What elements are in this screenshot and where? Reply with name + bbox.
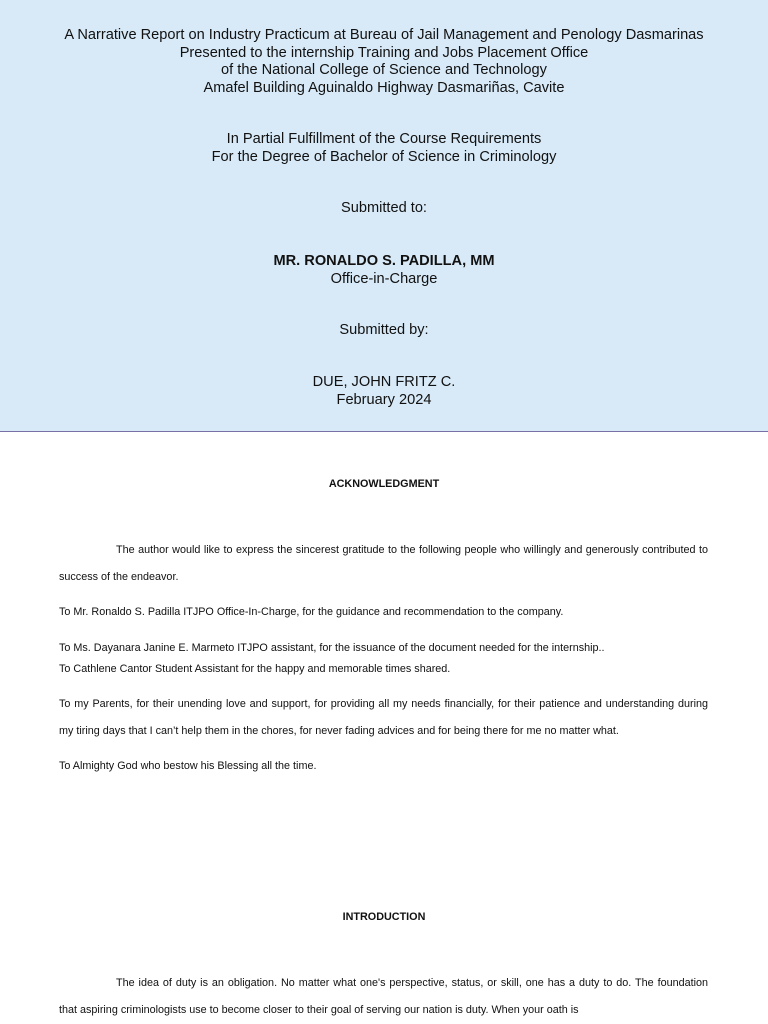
acknowledgment-intro: The author would like to express the sincerest gratitude to the following people who willingly and generously contributed to success of the endeavor.: [59, 544, 708, 583]
submitted-by-label: Submitted by:: [339, 322, 429, 338]
title-line: of the National College of Science and Technology: [221, 62, 547, 78]
fulfillment-line: In Partial Fulfillment of the Course Requirements: [226, 131, 542, 147]
adviser-name: MR. RONALDO S. PADILLA, MM: [273, 253, 495, 269]
fulfillment-line: For the Degree of Bachelor of Science in Criminology: [211, 148, 557, 165]
cover-page: [0, 0, 768, 432]
fulfillment-statement: [0, 131, 768, 166]
acknowledgment-line-parents: To my Parents, for their unending love and support, for providing all my needs financially, for their patience and understanding during my tiring days that I can’t help them in the chores, for never fading advices and for being there for me no matter what.: [59, 698, 708, 737]
acknowledgment-line-god: To Almighty God who bestow his Blessing all the time.: [59, 760, 317, 772]
introduction-paragraph: The idea of duty is an obligation. No matter what one's perspective, status, or skill, one has a duty to do. The foundation that aspiring criminologists use to become closer to their goal of serving our nation is duty. When your oath is: [59, 977, 708, 1016]
title-line: Presented to the internship Training and Jobs Placement Office: [179, 44, 589, 61]
submitted-to-label: Submitted to:: [341, 200, 427, 216]
adviser-title: Office-in-Charge: [330, 270, 438, 287]
adviser-block: [0, 253, 768, 288]
student-block: [0, 374, 768, 409]
acknowledgment-heading: ACKNOWLEDGMENT: [328, 478, 440, 490]
title-line: A Narrative Report on Industry Practicum at Bureau of Jail Management and Penology Dasmarinas: [64, 27, 704, 43]
student-name: DUE, JOHN FRITZ C.: [312, 374, 456, 390]
introduction-heading: INTRODUCTION: [342, 911, 426, 923]
submission-date: February 2024: [336, 391, 432, 408]
acknowledgment-line-padilla: To Mr. Ronaldo S. Padilla ITJPO Office-In-Charge, for the guidance and recommendation to the company.: [59, 606, 564, 618]
title-line: Amafel Building Aguinaldo Highway Dasmariñas, Cavite: [203, 79, 565, 96]
acknowledgment-line-cantor: To Cathlene Cantor Student Assistant for the happy and memorable times shared.: [59, 663, 451, 675]
acknowledgment-line-marmeto: To Ms. Dayanara Janine E. Marmeto ITJPO assistant, for the issuance of the document needed for the internship..: [59, 642, 605, 654]
report-title: [0, 27, 768, 97]
